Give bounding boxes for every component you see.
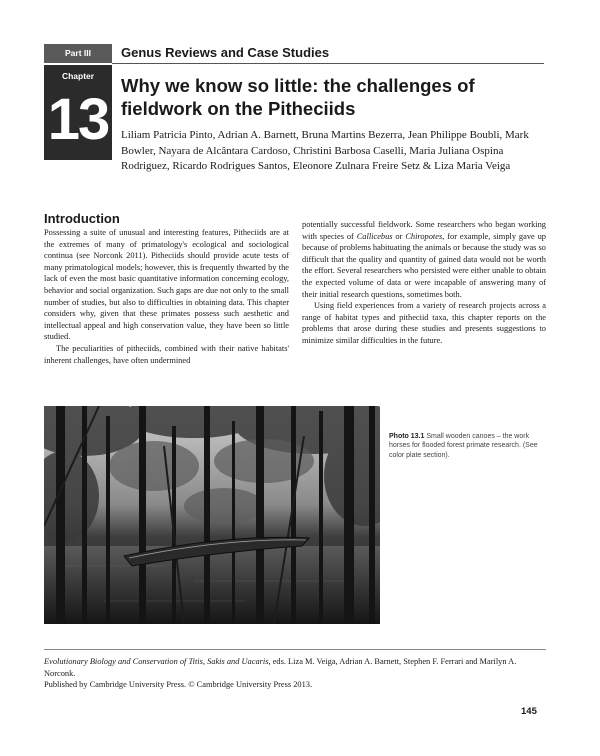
section-heading: Introduction	[44, 211, 120, 226]
caption-text: Small wooden canoes – the work horses for flooded forest primate research. (See color plate section).	[389, 433, 538, 459]
publisher-line: Published by Cambridge University Press. © Cambridge University Press 2013.	[44, 680, 313, 690]
page-number: 145	[521, 706, 537, 717]
part-badge: Part III	[44, 44, 112, 63]
chapter-title: Why we know so little: the challenges of fieldwork on the Pitheciids	[121, 75, 475, 119]
photo-caption	[389, 432, 547, 460]
forest-photo-drawing	[44, 406, 380, 624]
text-run: potentially successful fieldwork. Some researchers who began working with species of	[302, 220, 546, 241]
text-column-right	[302, 219, 546, 347]
text-column-left	[44, 227, 289, 366]
chapter-block	[44, 65, 112, 160]
footer-rule	[44, 649, 546, 650]
text-run: or	[392, 231, 406, 241]
paragraph: Possessing a suite of unusual and interesting features, Pitheciids are at the extremes of many of primatology's ecological and sociological continua (see Norconk 2011). Pitheciids should provide acute tests of many primatological models; however, this is frequently thwarted by the lack of even the most basic quantitative information concerning ecology, behavior and social organization. Such gaps are due not only to the small number of studies, but also to difficulties in obtaining data. This chapter considers why, given that these primates possess such aesthetic and intellectual appeal and high conservation value, they have been so little studied.	[44, 228, 289, 342]
chapter-number: 13	[47, 87, 109, 152]
genus-name: Chiropotes	[405, 231, 443, 241]
part-title: Genus Reviews and Case Studies	[121, 45, 330, 60]
author-list: Liliam Patricia Pinto, Adrian A. Barnett, Bruna Martins Bezerra, Jean Philippe Boubli, Mark Bowler, Nayara de Alcântara Cardoso, Christini Barbosa Caselli, Maria Juliana Ospina Rodriguez, Ricardo Rodrigues Santos, Eleonore Zulnara Freire Setz & Liza Maria Veiga	[121, 129, 529, 172]
header-rule	[112, 63, 544, 64]
photo-label: Photo 13.1	[389, 433, 425, 440]
genus-name: Callicebus	[356, 231, 393, 241]
paragraph	[302, 219, 546, 300]
paragraph: The peculiarities of pitheciids, combined with their native habitats' inherent challenges, have often undermined	[44, 343, 289, 365]
paragraph: Using field experiences from a variety of research projects across a range of habitat types and pitheciid taxa, this chapter reports on the problems that arose during these studies and presents suggestions to minimize similar difficulties in the future.	[302, 301, 546, 345]
photo-canoe-flooded-forest	[44, 406, 380, 624]
text-run: , for example, simply gave up because of problems habituating the animals or because the study was so difficult that the quality and quantity of gained data would not be worth the effort. Several researchers who persisted were either unable to obtain the expected volume of data or were incapable of answering many of their initial research questions, sometimes both.	[302, 231, 546, 299]
citation	[44, 656, 549, 691]
chapter-label: Chapter	[61, 71, 95, 81]
book-title: Evolutionary Biology and Conservation of Titis, Sakis and Uacaris	[44, 657, 269, 666]
editors: , eds. Liza M. Veiga, Adrian A. Barnett, Stephen F. Ferrari and Marilyn A. Norconk.	[44, 657, 517, 678]
